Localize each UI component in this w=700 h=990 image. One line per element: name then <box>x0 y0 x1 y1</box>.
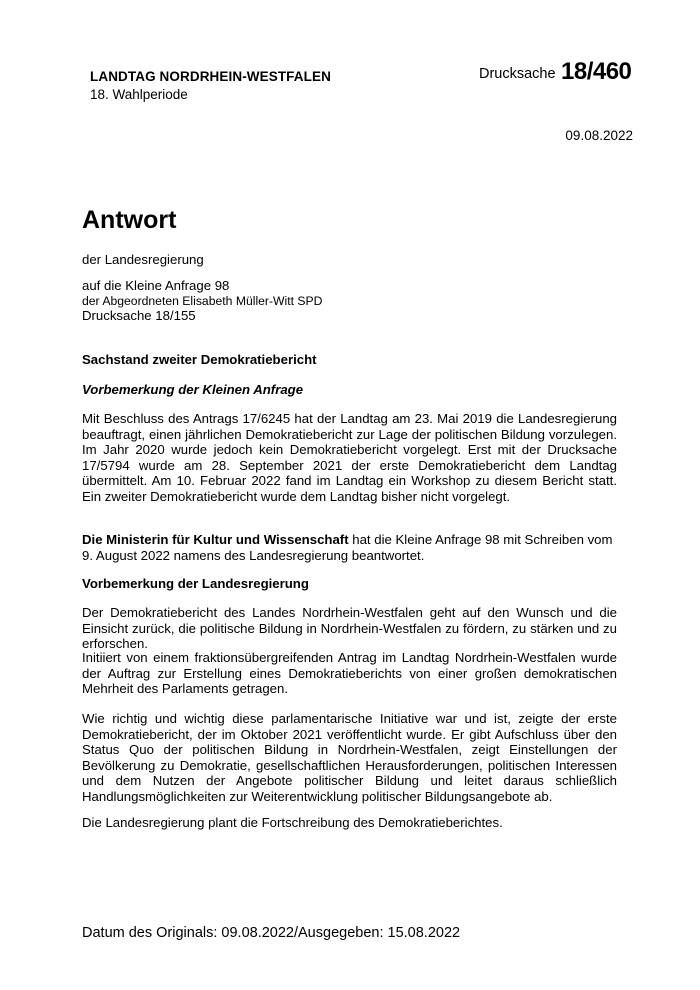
paragraph: Die Landesregierung plant die Fortschreibung des Demokratieberichtes. <box>82 815 503 830</box>
minister-name: Die Ministerin für Kultur und Wissenschaft <box>82 532 349 547</box>
parliament-name: LANDTAG NORDRHEIN-WESTFALEN <box>90 69 331 84</box>
minister-statement-rest: hat die Kleine Anfrage 98 mit Schreiben vom 9. August 2022 namens des Landesregierung beantwortet. <box>82 532 613 563</box>
preface-government-heading: Vorbemerkung der Landesregierung <box>82 576 309 591</box>
subject-heading: Sachstand zweiter Demokratiebericht <box>82 352 317 367</box>
drucksache-label: Drucksache <box>479 66 556 82</box>
document-date: 09.08.2022 <box>565 128 633 143</box>
preface-inquiry-text: Mit Beschluss des Antrags 17/6245 hat der Landtag am 23. Mai 2019 die Landesregierung beauftragt, einen jährlichen Demokratiebericht zur Lage der politischen Bildung vorzulegen. Im Jahr 2020 wurde jedoch kein Demokratiebericht vorgelegt. Erst mit der Drucksache 17/5794 wurde am 28. September 2021 der erste Demokratiebericht dem Landtag übermittelt. Am 10. Februar 2022 fand im Landtag ein Workshop zu diesem Bericht statt. Ein zweiter Demokratiebericht wurde dem Landtag bisher nicht vorgelegt. <box>82 411 617 504</box>
issuer: der Landesregierung <box>82 252 204 267</box>
paragraph: Wie richtig und wichtig diese parlamentarische Initiative war und ist, zeigte der erste Demokratiebericht, der im Oktober 2021 veröffentlicht wurde. Er gibt Aufschluss über den Status Quo der politischen Bildung in Nordrhein-Westfalen, zeigt Einstellungen der Bevölkerung zu Demokratie, gesellschaftlichen Herausforderungen, politischen Interessen und dem Nutzen der Angebote politischer Bildung und leitet daraus schließlich Handlungsmöglichkeiten zur Weiterentwicklung politischer Bildungsangebote ab. <box>82 711 617 804</box>
drucksache-number: 18/460 <box>561 58 632 85</box>
page-title: Antwort <box>82 206 177 234</box>
inquiry-author: der Abgeordneten Elisabeth Müller-Witt SPD <box>82 294 323 308</box>
footer-dates: Datum des Originals: 09.08.2022/Ausgegeben: 15.08.2022 <box>82 925 461 941</box>
inquiry-reference: Drucksache 18/155 <box>82 308 196 323</box>
preface-inquiry-heading: Vorbemerkung der Kleinen Anfrage <box>82 382 304 397</box>
inquiry-line: auf die Kleine Anfrage 98 <box>82 278 230 293</box>
paragraph: Initiiert von einem fraktionsübergreifenden Antrag im Landtag Nordrhein-Westfalen wurde der Auftrag zur Erstellung eines Demokratieberichts von einer großen demokratischen Mehrheit des Parlaments getragen. <box>82 650 617 697</box>
paragraph: Der Demokratiebericht des Landes Nordrhein-Westfalen geht auf den Wunsch und die Einsicht zurück, die politische Bildung in Nordrhein-Westfalen zu fördern, zu stärken und zu erforschen. <box>82 605 617 652</box>
minister-statement <box>82 532 617 563</box>
legislative-period: 18. Wahlperiode <box>90 87 188 102</box>
